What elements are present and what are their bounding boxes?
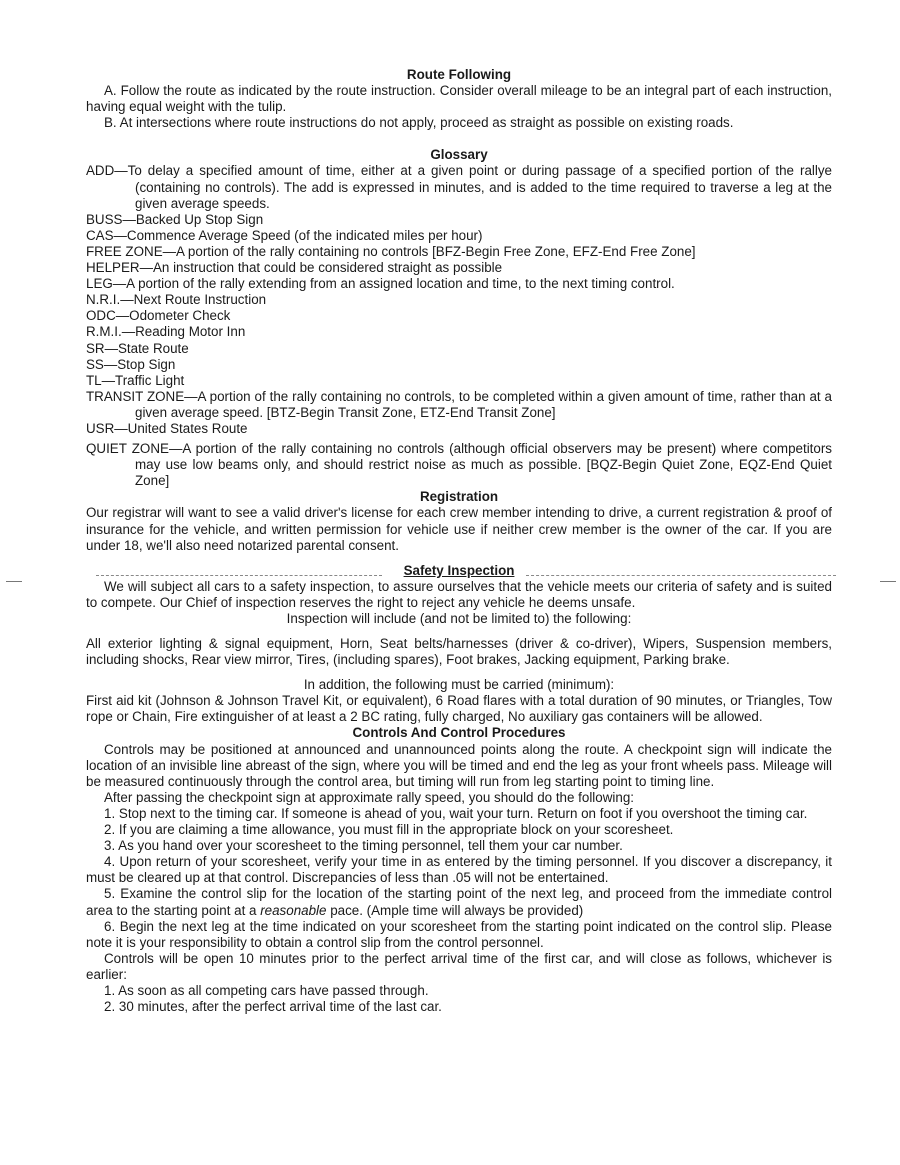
controls-paragraph-2: After passing the checkpoint sign at approximate rally speed, you should do the following:: [104, 789, 634, 805]
glossary-heading: Glossary: [430, 147, 488, 163]
carried-intro: In addition, the following must be carried (minimum):: [303, 677, 615, 693]
left-edge-mark: [6, 581, 22, 582]
right-edge-mark: [880, 581, 896, 582]
glossary-item: N.R.I.—Next Route Instruction: [86, 292, 267, 308]
controls-paragraph-1: Controls may be positioned at announced and unannounced points along the route. A checkpoint sign will indicate the location of an invisible line abreast of the sign, where you will be timed and end the leg as your front wheels pass. Mileage will be measured continuously through the control area, but timing will run from leg starting point to timing line.: [86, 741, 832, 789]
glossary-item: R.M.I.—Reading Motor Inn: [86, 324, 246, 340]
route-following-heading: Route Following: [406, 67, 512, 82]
controls-step: 1. Stop next to the timing car. If someone is ahead of you, wait your turn. Return on foot if you overshoot the timing car.: [104, 805, 808, 821]
controls-step: 3. As you hand over your scoresheet to the timing personnel, tell them your car number.: [104, 838, 623, 854]
controls-step-6: 6. Begin the next leg at the time indicated on your scoresheet from the starting point indicated on the control slip. Please note it is your responsibility to obtain a control slip from the control personnel.: [86, 918, 832, 950]
glossary-item: CAS—Commence Average Speed (of the indicated miles per hour): [86, 227, 483, 243]
close-condition: 1. As soon as all competing cars have passed through.: [104, 982, 429, 998]
glossary-item: TRANSIT ZONE—A portion of the rally containing no controls, to be completed within a given amount of time, rather than at a given average speed. [BTZ-Begin Transit Zone, ETZ-End Transit Zone]: [86, 388, 832, 420]
registration-text: Our registrar will want to see a valid driver's license for each crew member intending to drive, a current registration & proof of insurance for the vehicle, and written permission for vehicle use if neither crew member is the owner of the car. If you are under 18, we'll also need notarized parental consent.: [86, 505, 832, 553]
controls-paragraph-3: Controls will be open 10 minutes prior to the perfect arrival time of the first car, and will close as follows, whichever is earlier:: [86, 950, 832, 982]
safety-inspection-heading-row: [86, 563, 832, 579]
close-condition: 2. 30 minutes, after the perfect arrival time of the last car.: [104, 999, 442, 1015]
glossary-list: [86, 163, 832, 489]
glossary-item: ODC—Odometer Check: [86, 308, 231, 324]
controls-step-5: [86, 886, 832, 918]
glossary-item: HELPER—An instruction that could be considered straight as possible: [86, 260, 503, 276]
step5-text-before: 5. Examine the control slip for the location of the starting point of the next leg, and proceed from the immediate control area to the starting point at a: [86, 886, 832, 918]
glossary-item: FREE ZONE—A portion of the rally containing no controls [BFZ-Begin Free Zone, EFZ-End Free Zone]: [86, 243, 696, 259]
safety-inspection-heading: Safety Inspection: [403, 562, 515, 578]
glossary-item: SS—Stop Sign: [86, 356, 176, 372]
document-page: [86, 67, 832, 1015]
safety-inspection-intro: We will subject all cars to a safety inspection, to assure ourselves that the vehicle meets our criteria of safety and is suited to compete. Our Chief of inspection reserves the right to reject any vehicle he deems unsafe.: [86, 578, 832, 610]
step5-text-after: pace. (Ample time will always be provided): [326, 902, 584, 918]
glossary-item: TL—Traffic Light: [86, 372, 185, 388]
controls-step: 4. Upon return of your scoresheet, verify your time in as entered by the timing personnel. If you discover a discrepancy, it must be cleared up at that control. Discrepancies of less than .05 will not be entertained.: [86, 854, 832, 886]
glossary-item: BUSS—Backed Up Stop Sign: [86, 211, 264, 227]
glossary-item: LEG—A portion of the rally extending from an assigned location and time, to the next timing control.: [86, 276, 675, 292]
glossary-item-quiet-zone: QUIET ZONE—A portion of the rally containing no controls (although official observers may be present) where competitors may use low beams only, and should restrict noise as much as possible. [BQZ-Begin Quiet Zone, EQZ-End Quiet Zone]: [86, 441, 832, 489]
registration-heading: Registration: [419, 489, 499, 505]
step5-emphasis: reasonable: [260, 902, 327, 918]
safety-inspection-items: All exterior lighting & signal equipment, Horn, Seat belts/harnesses (driver & co-driver), Wipers, Suspension members, including shocks, Rear view mirror, Tires, (including spares), Foot brakes, Jacking equipment, Parking brake.: [86, 636, 832, 668]
controls-step: 2. If you are claiming a time allowance, you must fill in the appropriate block on your scoresheet.: [104, 822, 674, 838]
route-following-a: A. Follow the route as indicated by the route instruction. Consider overall mileage to be an integral part of each instruction, having equal weight with the tulip.: [86, 83, 832, 115]
safety-inspection-intro-center: Inspection will include (and not be limited to) the following:: [286, 610, 632, 626]
carried-items: First aid kit (Johnson & Johnson Travel Kit, or equivalent), 6 Road flares with a total duration of 90 minutes, or Triangles, Tow rope or Chain, Fire extinguisher of at least a 2 BC rating, fully charged, No auxiliary gas containers will be allowed.: [86, 693, 832, 725]
controls-heading: Controls And Control Procedures: [352, 725, 566, 741]
glossary-item: USR—United States Route: [86, 420, 248, 436]
route-following-b: B. At intersections where route instructions do not apply, proceed as straight as possible on existing roads.: [104, 115, 734, 131]
glossary-item: ADD—To delay a specified amount of time, either at a given point or during passage of a specified portion of the rallye (containing no controls). The add is expressed in minutes, and is added to the time required to traverse a leg at the given average speeds.: [86, 163, 832, 211]
glossary-item: SR—State Route: [86, 340, 189, 356]
